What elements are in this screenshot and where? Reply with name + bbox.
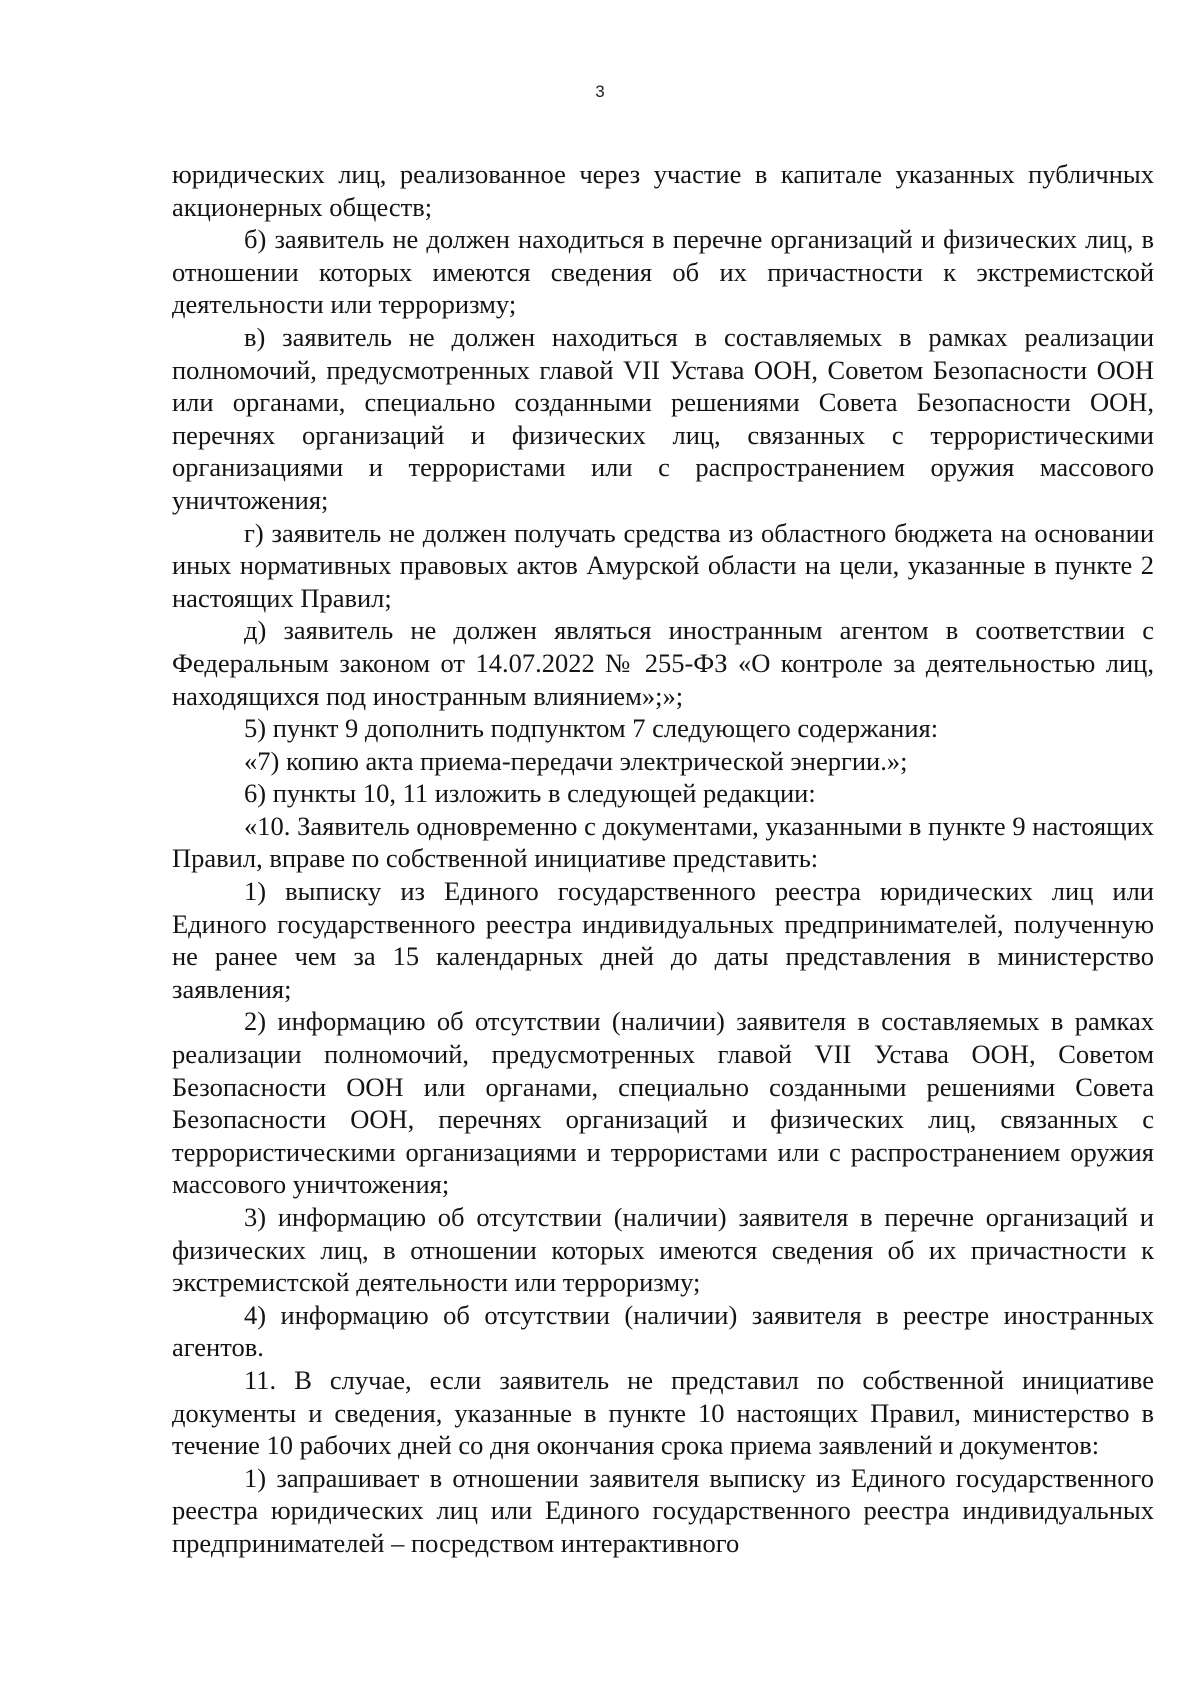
paragraph: «10. Заявитель одновременно с документами, указанными в пункте 9 настоящих Правил, вправе по собственной инициативе представить: (172, 810, 1154, 874)
paragraph: 1) выписку из Единого государственного реестра юридических лиц или Единого государственного реестра индивидуальных предпринимателей, полученную не ранее чем за 15 календарных дней до даты представления в министерство заявления; (172, 876, 1154, 1004)
paragraph: в) заявитель не должен находиться в составляемых в рамках реализации полномочий, предусмотренных главой VII Устава ООН, Советом Безопасности ООН или органами, специально созданными решениями Совета Безопасности ООН, перечнях организаций и физических лиц, связанных с террористическими организациями и террористами или с распространением оружия массового уничтожения; (172, 321, 1154, 515)
paragraph: «7) копию акта приема-передачи электрической энергии.»; (244, 745, 908, 776)
page-number: 3 (595, 82, 605, 101)
paragraph: 3) информацию об отсутствии (наличии) заявителя в перечне организаций и физических лиц, в отношении которых имеются сведения об их причастности к экстремистской деятельности или терроризму; (172, 1202, 1154, 1298)
paragraph: г) заявитель не должен получать средства из областного бюджета на основании иных нормативных правовых актов Амурской области на цели, указанные в пункте 2 настоящих Правил; (172, 517, 1154, 613)
paragraph: 5) пункт 9 дополнить подпунктом 7 следующего содержания: (244, 713, 939, 744)
paragraph: б) заявитель не должен находиться в перечне организаций и физических лиц, в отношении которых имеются сведения об их причастности к экстремистской деятельности или терроризму; (172, 224, 1154, 320)
paragraph: 11. В случае, если заявитель не представил по собственной инициативе документы и сведения, указанные в пункте 10 настоящих Правил, министерство в течение 10 рабочих дней со дня окончания срока приема заявлений и документов: (172, 1364, 1154, 1461)
paragraph: д) заявитель не должен являться иностранным агентом в соответствии с Федеральным законом от 14.07.2022 № 255-ФЗ «О контроле за деятельностью лиц, находящихся под иностранным влиянием»;»; (172, 615, 1154, 711)
paragraph: 6) пункты 10, 11 изложить в следующей редакции: (244, 778, 816, 809)
paragraph: 4) информацию об отсутствии (наличии) заявителя в реестре иностранных агентов. (172, 1299, 1154, 1363)
paragraph: юридических лиц, реализованное через участие в капитале указанных публичных акционерных обществ; (172, 159, 1154, 222)
paragraph: 1) запрашивает в отношении заявителя выписку из Единого государственного реестра юридических лиц или Единого государственного реестра индивидуальных предпринимателей – посредством интерактивного (172, 1462, 1154, 1558)
paragraph: 2) информацию об отсутствии (наличии) заявителя в составляемых в рамках реализации полномочий, предусмотренных главой VII Устава ООН, Советом Безопасности ООН или органами, специально созданными решениями Совета Безопасности ООН, перечнях организаций и физических лиц, связанных с террористическими организациями и террористами или с распространением оружия массового уничтожения; (172, 1006, 1154, 1200)
document-body (172, 158, 1154, 1560)
